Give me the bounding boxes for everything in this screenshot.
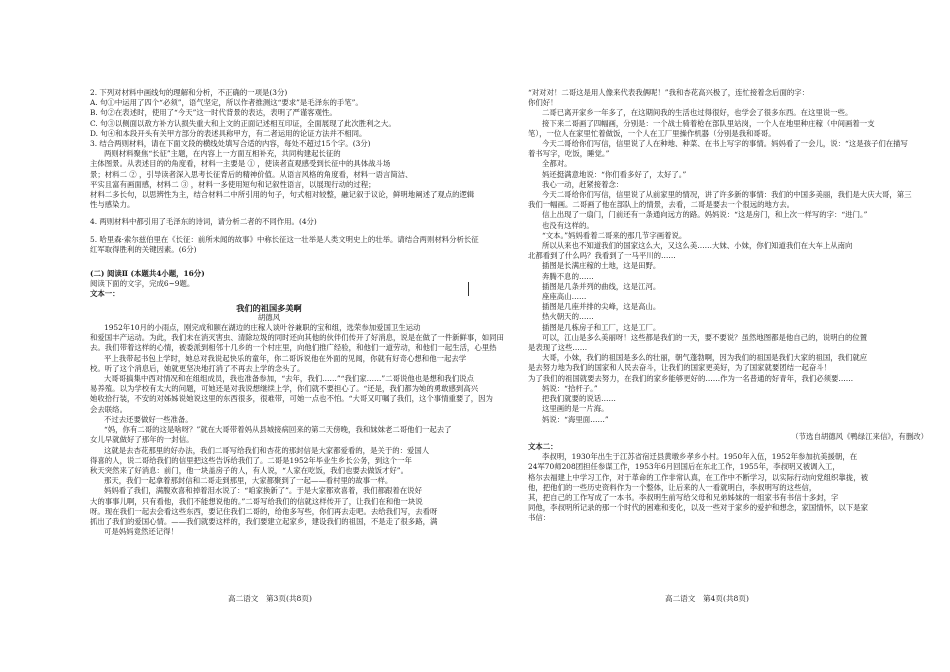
letter-line: 今天二哥给你们写信，信里说了从前家里的情况，讲了许多新的事情：我们的中国多美丽，我们是大庆大哥，第三	[542, 190, 912, 200]
passage-paragraph: 呀。现在我们一起去会看这些东西，要记住我们二哥的，给他多写些，你们再去走吧。去给我们写，去看呀	[90, 506, 438, 516]
letter-line: 这里画的是一片海。	[542, 404, 609, 414]
q2-option-c: C. 句③以侧面以敌方补方认损失重大和上文的正面记述相互印证，全面展现了此次胜利之大。	[90, 118, 396, 128]
q2-option-a: A. 句①中运用了四个“必须”，语气坚定，所以作者推测这“要求”是毛泽东的手笔”。	[90, 98, 363, 108]
reading-instructions: 阅读下面的文字，完成6~9题。	[90, 279, 195, 289]
passage-paragraph: 去。我们带着这样的心情，被委派到相邻十几乡的一个村庄里，向他们推广经验，和他们一道劳动，和他们一起生活，心里热	[90, 343, 497, 353]
passage-paragraph: 和爱国丰产运动。为此，我们未在消灭害虫、清除垃圾的同时还向其他的伙伴们传开了好消息，说是在做了一件新鲜事，如同田	[90, 333, 504, 343]
q4-stem: 4. 两则材料中都引用了毛泽东的诗词，请分析二者的不同作用。(4分)	[90, 217, 317, 227]
q2-stem: 2. 下列对材料中画线句的理解和分析，不正确的一项是(3分)	[90, 88, 288, 97]
letter-line: 妈还挺满意地说：“你们看多好了，太好了。”	[542, 169, 687, 179]
text2-line: 书信：	[528, 513, 551, 523]
text2-line: 同他，李叔明所记录的那一个时代的困难和变化，以及一些对于家乡的爱护和想念，家国情怀，以下是家	[528, 503, 868, 513]
letter-line: 也没有这样的。	[542, 220, 594, 230]
passage-author: 胡德风	[257, 312, 281, 322]
passage-paragraph: 妈妈看了我们，满腹欢喜和掉着泪水说了：“咱家换新了”。于是大家都欢喜着，我们都跟着在说好	[104, 486, 422, 496]
passage-paragraph: 大的事事儿啊，只有看他，我们不能想说他的。”二哥写给我们的信就这样传开了，让我们在和他一块说	[90, 496, 423, 506]
q5-stem: 5. 哈里森·索尔兹伯里在《长征：前所未闻的故事》中称长征这一壮举是人类文明史上的壮举。请结合两则材料分析长征	[90, 234, 479, 244]
text2-line: 格尔去福建上中学习工作，对于革命的工作非常认真，在工作中不断学习，以实际行动向党组织靠拢，被	[528, 472, 868, 482]
letter-line: 插图是几栋房子和工厂，这是工厂。	[542, 322, 661, 332]
text2-line: 李叔明，1930年出生于江苏省宿迁县黄墩乡孝乡小村。1950年入伍，1952年参加抗美援朝，在	[542, 452, 858, 462]
passage-paragraph: 不过去还要做好一些准备。	[104, 414, 193, 424]
q2-option-b: B. 句②在表述时，使用了“今天”这一时代背景的表达，表明了严谨客观性。	[90, 108, 337, 118]
q3-line: 景；材料二 ② ，引导读者深入思考长征背后的精神价值。从语言风格的角度看，材料一语言简洁、	[90, 169, 413, 179]
passage-paragraph: 得喜的人，说二哥给我们的信里把这些告诉给我们了。二哥是1952年毕业生乡长公务，到这个一年	[90, 455, 412, 465]
q3-line: 主体图景。从表述目的的角度看，材料一主要是 ① ，使读者直观感受到长征中的具体战斗场	[90, 159, 391, 169]
letter-line: 可以，江山是多么美丽呀！这些都是我们的一天，要不要说？虽然地图都是他自己的，说明白的位置	[542, 332, 868, 342]
passage-paragraph: “妈，你有二哥的这是啥呀？”就在大哥带着妈从县城接病回来的第二天傍晚，我和妹妹老二哥他们一起去了	[104, 425, 452, 435]
letter-line: 为了我们的祖国就要去努力，在我们的家乡能够更好的……作为一名普通的好青年，我们必须要……	[528, 373, 854, 383]
letter-line: 把我们就要的说话……	[542, 394, 616, 404]
letter-line: 着书写字，吃饭，睡觉。”	[528, 149, 610, 159]
letter-line: 你们好！	[528, 98, 558, 108]
passage-paragraph: 校。听了这个消息后，她就更坚决地打消了不再去上学的念头了。	[90, 363, 305, 373]
letter-line: 今天二哥给你们写信，信里说了人在种地、种菜、在书上写字的事情。妈妈看了一会儿，说：“这是孩子们在描写	[542, 139, 908, 149]
text2-line: 其，把自己的工作写成了一本书。李叔明生前写给父母和兄弟姊妹的一组家书有书信十多封，字	[528, 492, 839, 502]
letter-line: 插图是几条并列的曲线，这是江河。	[542, 281, 661, 291]
letter-line: 奔腾不息的……	[542, 271, 594, 281]
text1-label: 文本一：	[90, 289, 120, 299]
letter-line: 笔），一位人在家里忙着做饭，一个人在工厂里操作机器（分别是我和哥哥。	[528, 128, 776, 138]
q3-stem: 3. 结合两则材料，请在下面文段的横线处填写合适的内容，每处不超过15个字。(3分)	[90, 139, 371, 149]
q2-option-d: D. 句④和本段开头有关甲方部分的表述具称甲方，有二者运用的论证方法并不相同。	[90, 128, 367, 138]
letter-line: 插图是几座并排的尖峰，这是高山。	[542, 302, 661, 312]
pen-mark	[468, 282, 469, 296]
letter-line: “对对对！二哥这是用人像来代表我俩呢！”我和杏花高兴极了，连忙接着念后面的字：	[528, 88, 810, 97]
passage-paragraph: 女儿早就做好了那年的一封信。	[90, 435, 194, 445]
passage-paragraph: 1952年10月的小雨点，刚完成和颐在湖边的庄稼人谈叶谷兼职的宝和组，选荣参加爱国卫生运动	[104, 323, 421, 333]
text2-label: 文本二：	[528, 441, 558, 451]
q3-line: 性与感染力。	[90, 200, 135, 210]
letter-line: 座座高山……	[542, 292, 587, 302]
letter-line: 妈说：“海里面……”	[542, 414, 609, 424]
passage-paragraph: 平上我带起书包上学时，她总对我说起快乐的童年，你二哥诉说他在外面的见闻，你就有好奇心想和他一起去学	[104, 353, 467, 363]
letter-line: 全都对。	[542, 159, 572, 169]
page-footer-right: 高二语文 第4页(共8页)	[665, 594, 749, 603]
page-footer-left: 高二语文 第3页(共8页)	[228, 594, 312, 603]
q3-line: 材料二多长句，以思辨性为主，结合材料二中所引用的句子，句式相对较整，融记叙于议论，鲜明地阐述了观点的逻辑	[90, 190, 475, 200]
letter-line: 我心一动，赶紧接着念：	[542, 179, 624, 189]
source-note: （节选自胡德风《鸭绿江来信》，有删改）	[791, 431, 928, 441]
passage-paragraph: 抓出了我们的爱国心情。——我们就要这样的，我们要建立起家乡，建设我们的祖国，不是走了很多路，满	[90, 516, 438, 526]
passage-paragraph: 会去联络。	[90, 404, 127, 414]
left-column	[90, 88, 504, 537]
passage-paragraph: 大哥哥搞集中西对情况和在组组成员，我也准备参加，“去年，我们……”“我们家……”二哥说他也是想和我们说点	[104, 374, 474, 384]
q3-line: 平实且富有画面感，材料二 ③ ，材料一多使用短句和记叙性语言，以展现行动的过程；	[90, 179, 376, 189]
letter-line: 大哥，小妹，我们的祖国是多么的壮丽，朝气蓬勃啊，因为我们的祖国是我们大家的祖国，我们就应	[542, 353, 868, 363]
right-column	[528, 88, 928, 524]
letter-line: 妈说：“拾杆子。”	[542, 383, 598, 393]
text2-line: 他，把他们的一些历史资料作为一个整体，让后来的人一看就明白，李叔明写的这些信，	[528, 482, 817, 492]
passage-title: 我们的祖国多美啊	[236, 302, 302, 313]
passage-paragraph: 她收拾行装，不安的对姊姊说她说这里的东西很多，很难带，可她一点也不怕。“大哥又叮嘱了我们，这个事情重要了，因为	[90, 394, 493, 404]
letter-line: 信上出现了一扇门，门前还有一条通向远方的路。妈妈说：“这是房门，和上次一样写的字：“进门。”	[542, 210, 868, 220]
passage-paragraph: 可是妈妈竟然还记得！	[104, 527, 178, 537]
letter-line: 北都看到了什么吗？我看到了一马平川的……	[528, 251, 676, 261]
passage-paragraph: 易养殖。以为学校有太大的问题，可她还是对我说想继续上学，你们就不要担心了。“还是，我们都为她的勇敢感到高兴	[90, 384, 479, 394]
reading-header: (二) 阅读Ⅱ (本题共4小题，16分)	[90, 269, 205, 279]
letter-line: 接下来二哥画了四幅画，分别是：一个战士骑着枪在部队里站岗，一个人在地里种庄稼（中间画着一支	[542, 118, 875, 128]
q3-line: 两则材料聚焦“长征”主题，在内容上一方面互相补充，共同构建起长征的	[104, 149, 341, 159]
letter-line: 二哥已离开家乡一年多了，在这期间我的生活也过得很好，也学会了很多东西。在这里说一些。	[542, 108, 853, 118]
letter-line: 插图是长满庄稼的土地，这是田野。	[542, 261, 661, 271]
passage-paragraph: 这就是去杏花那里的好办法，我们二哥写给我们和杏花的那封信是大家都爱看的，是关于的：爱国人	[104, 445, 430, 455]
q5-stem-cont: 红军取得胜利的关键因素。(6分)	[90, 244, 197, 254]
letter-line: 是表现了这些……	[528, 343, 588, 353]
letter-line: 是去努力地为我们的国家和人民去奋斗，让我们的国家更美好，为了国家就要团结一起奋斗！	[528, 363, 832, 373]
text2-line: 24军70师208团担任参谋工作，1953年6月回国后在东北工作，1955年，李叔明又被调入工，	[528, 462, 840, 472]
letter-line: 所以从来也不知道我们的国家这么大，又这么美……大妹、小妹，你们知道我们在大车上从南向	[542, 241, 853, 251]
letter-line: “文本。”妈妈看着二哥来的那几节字画着说。	[542, 230, 687, 240]
letter-line: 我们一幅画。二哥画了他在部队上的情景，去看，二哥是要去一个很远的地方去。	[528, 200, 795, 210]
passage-paragraph: 那天，我们一起拿着那封信和二哥走到那里，大家都聚到了一起——看村里的故事一样。	[104, 476, 393, 486]
letter-line: 热火朝天的……	[542, 312, 594, 322]
passage-paragraph: 秋天突然来了好消息：前门，他一块盖房子的人，有人说，“人家在吃饭，我们也要去做饭才好”。	[90, 465, 408, 475]
